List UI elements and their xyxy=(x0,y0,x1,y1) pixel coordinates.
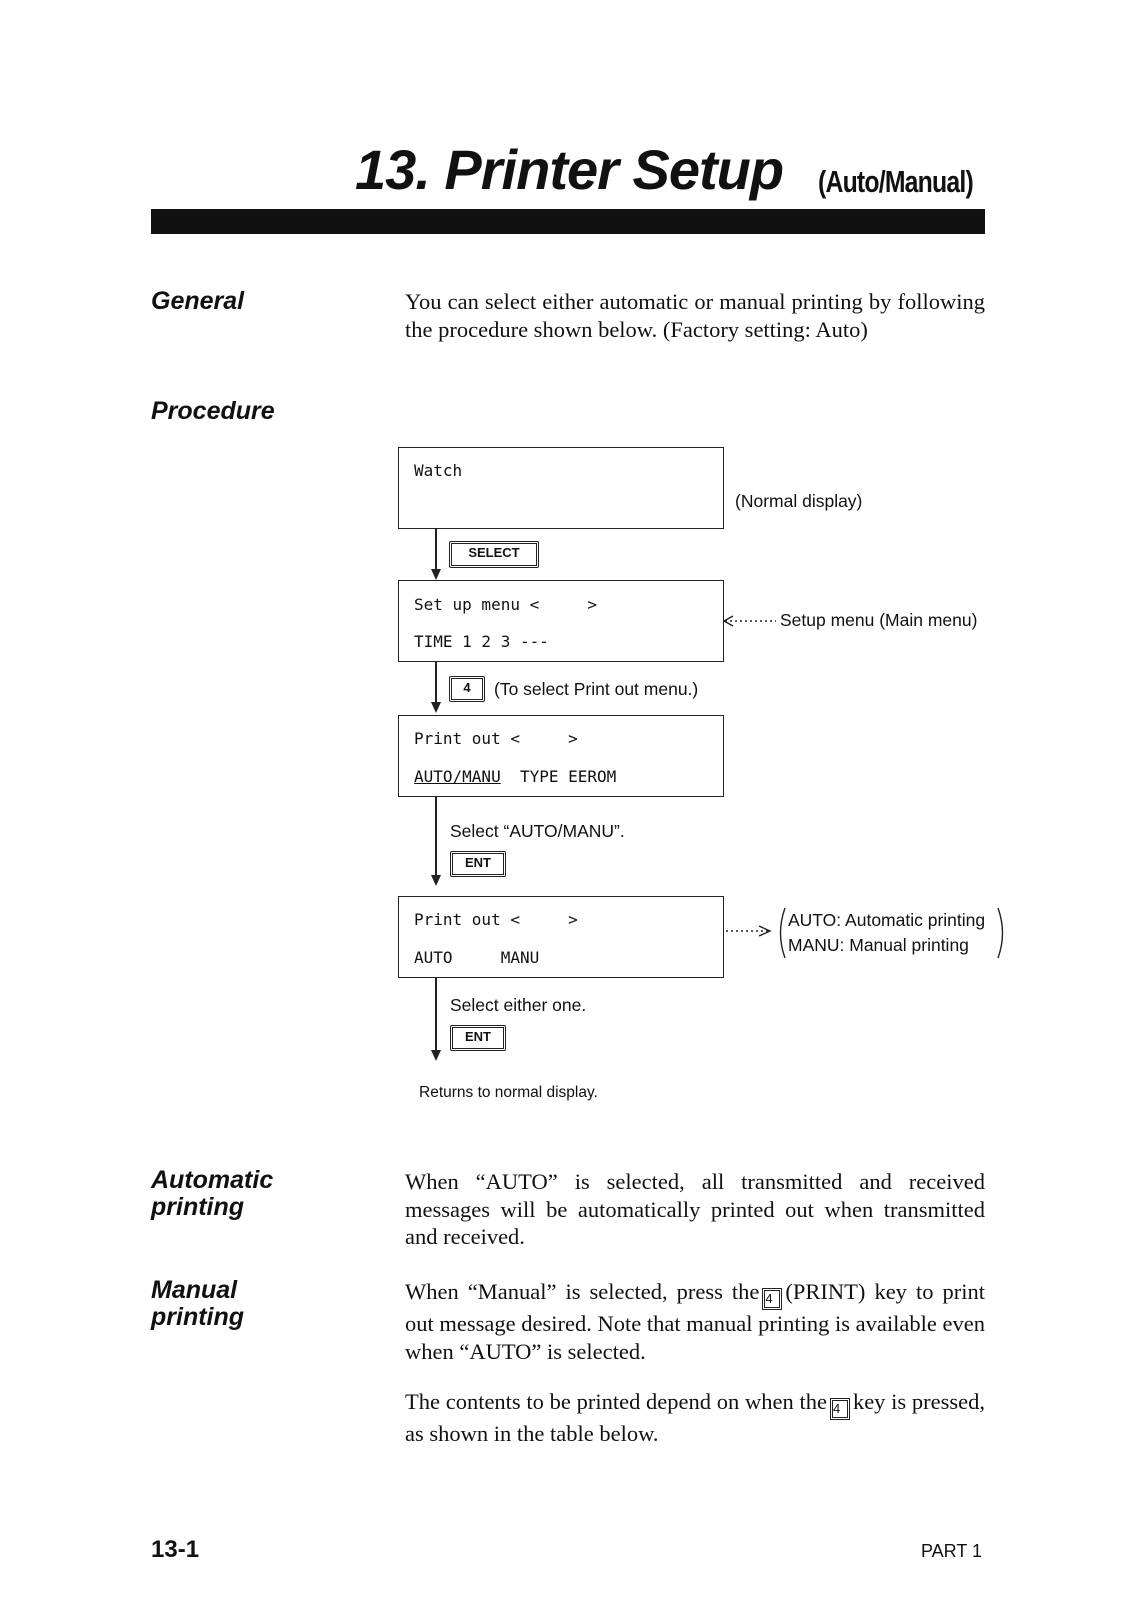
display-line: Print out < > xyxy=(414,729,578,748)
type-eerom-item: TYPE EEROM xyxy=(519,767,617,786)
manual-printing-text: When “Manual” is selected, press the 4 (PRINT) key to print out message desired. Note that manual printing is available even when “AUTO” is selected. xyxy=(405,1279,985,1364)
flow-arrow-head xyxy=(431,702,441,713)
normal-display-note: (Normal display) xyxy=(735,491,863,511)
select-auto-manu-note: Select “AUTO/MANU”. xyxy=(450,821,625,841)
display-line: Set up menu < > xyxy=(414,595,598,614)
display-setup-menu xyxy=(398,580,724,662)
auto-note: AUTO: Automatic printing xyxy=(788,910,986,930)
part-label: PART 1 xyxy=(921,1541,983,1561)
flow-arrow-line xyxy=(435,662,437,702)
flow-arrow-head xyxy=(431,1050,441,1061)
flow-arrow-line xyxy=(435,797,437,875)
ent-key: ENT xyxy=(450,851,506,877)
ent-key: ENT xyxy=(450,1025,506,1051)
flow-arrow-line xyxy=(435,529,437,569)
page-number: 13-1 xyxy=(151,1536,200,1563)
key-4-inline: 4 xyxy=(762,1288,782,1310)
display-watch xyxy=(398,447,724,529)
select-either-note: Select either one. xyxy=(450,995,587,1015)
display-line: TIME 1 2 3 --- xyxy=(414,632,549,651)
manual-printing-heading: Manual printing xyxy=(151,1276,245,1331)
flow-arrow-line xyxy=(435,978,437,1050)
display-line: Watch xyxy=(414,461,463,480)
left-bracket xyxy=(775,906,787,960)
title-rule xyxy=(151,209,985,234)
display-line: AUTO MANU xyxy=(414,948,540,967)
display-print-out-menu xyxy=(398,715,724,797)
key4-note: (To select Print out menu.) xyxy=(494,679,699,699)
returns-note: Returns to normal display. xyxy=(419,1084,598,1101)
right-bracket xyxy=(996,906,1008,960)
display-line xyxy=(414,769,616,785)
manu-note: MANU: Manual printing xyxy=(788,935,969,955)
page-title: 13. Printer Setup xyxy=(355,138,784,201)
display-auto-manu xyxy=(398,896,724,978)
select-key: SELECT xyxy=(449,541,539,568)
automatic-printing-heading: Automatic printing xyxy=(151,1166,274,1221)
automatic-printing-text: When “AUTO” is selected, all transmitted and received messages will be automatically printed out when transmitted and received. xyxy=(405,1169,985,1249)
dotted-arrow-right xyxy=(724,924,774,938)
display-line: Print out < > xyxy=(414,910,578,929)
manual-printing-text-2: The contents to be printed depend on when the 4 key is pressed, as shown in the table below. xyxy=(405,1389,985,1446)
key-4: 4 xyxy=(449,676,485,702)
procedure-heading: Procedure xyxy=(151,397,275,425)
flow-arrow-head xyxy=(431,569,441,580)
auto-manu-item: AUTO/MANU xyxy=(414,767,501,786)
dotted-arrow-left xyxy=(722,614,778,628)
general-heading: General xyxy=(151,287,245,315)
key-4-inline: 4 xyxy=(830,1398,850,1420)
page-title-subtitle: (Auto/Manual) xyxy=(818,164,973,199)
setup-menu-note: Setup menu (Main menu) xyxy=(780,610,978,630)
general-text: You can select either automatic or manual printing by following the procedure shown below. (Factory setting: Auto) xyxy=(405,289,985,342)
flow-arrow-head xyxy=(431,875,441,886)
